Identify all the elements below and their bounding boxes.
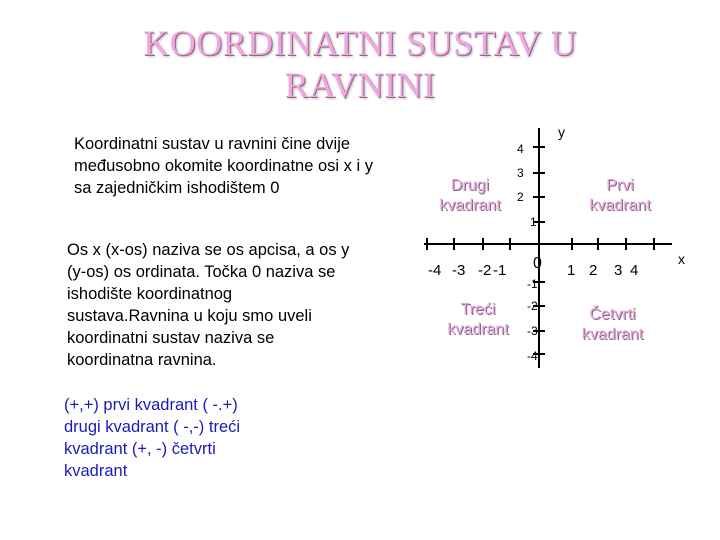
- quadrant-label-third: [438, 300, 518, 340]
- y-tick-label: 1: [530, 215, 537, 229]
- x-tick-label: -1: [493, 262, 507, 279]
- y-tick-label: 3: [517, 166, 524, 180]
- y-tick-label: -2: [527, 299, 538, 313]
- y-tick-label: 2: [517, 190, 524, 204]
- quadrant-label-second-text: Drugi kvadrant: [439, 177, 501, 214]
- page-title-line-1: KOORDINATNI SUSTAV U: [143, 23, 577, 63]
- quadrant-signs-paragraph: (+,+) prvi kvadrant ( -.+) drugi kvadrant ( -,-) treći kvadrant (+, -) četvrti kvadrant: [64, 396, 241, 480]
- quadrant-label-second: [430, 176, 510, 216]
- axes-description-paragraph: Os x (x-os) naziva se os apcisa, a os y (y-os) os ordinata. Točka 0 naziva se ishodište koordinatnog sustava.Ravnina u koju smo uveli koordinatni sustav naziva se koordinatna ravnina.: [67, 241, 350, 369]
- y-tick-label: -4: [527, 349, 538, 363]
- definition-paragraph: Koordinatni sustav u ravnini čine dvije međusobno okomite koordinatne osi x i y sa zajedničkim ishodištem 0: [74, 135, 373, 197]
- x-tick-label: 2: [589, 262, 598, 279]
- origin-label: 0: [533, 255, 542, 272]
- quadrant-label-fourth-text: Četvrti kvadrant: [581, 306, 644, 343]
- y-tick-label: -3: [527, 324, 538, 338]
- x-tick-label: -3: [452, 262, 466, 279]
- x-axis-label: x: [678, 251, 685, 267]
- x-tick-label: 1: [567, 262, 576, 279]
- quadrant-label-first: [575, 176, 665, 216]
- quadrant-label-first-text: Prvi kvadrant: [589, 177, 651, 214]
- page-title-line-2: RAVNINI: [284, 65, 436, 105]
- x-tick-label: -4: [428, 262, 442, 279]
- x-tick-label: 4: [630, 262, 639, 279]
- y-tick-label: -1: [527, 277, 538, 291]
- y-axis-label: y: [558, 124, 565, 140]
- y-tick-label: 4: [517, 142, 524, 156]
- x-tick-label: -2: [478, 262, 492, 279]
- quadrant-label-third-text: Treći kvadrant: [447, 301, 509, 338]
- quadrant-label-fourth: [570, 305, 655, 345]
- x-tick-label: 3: [614, 262, 623, 279]
